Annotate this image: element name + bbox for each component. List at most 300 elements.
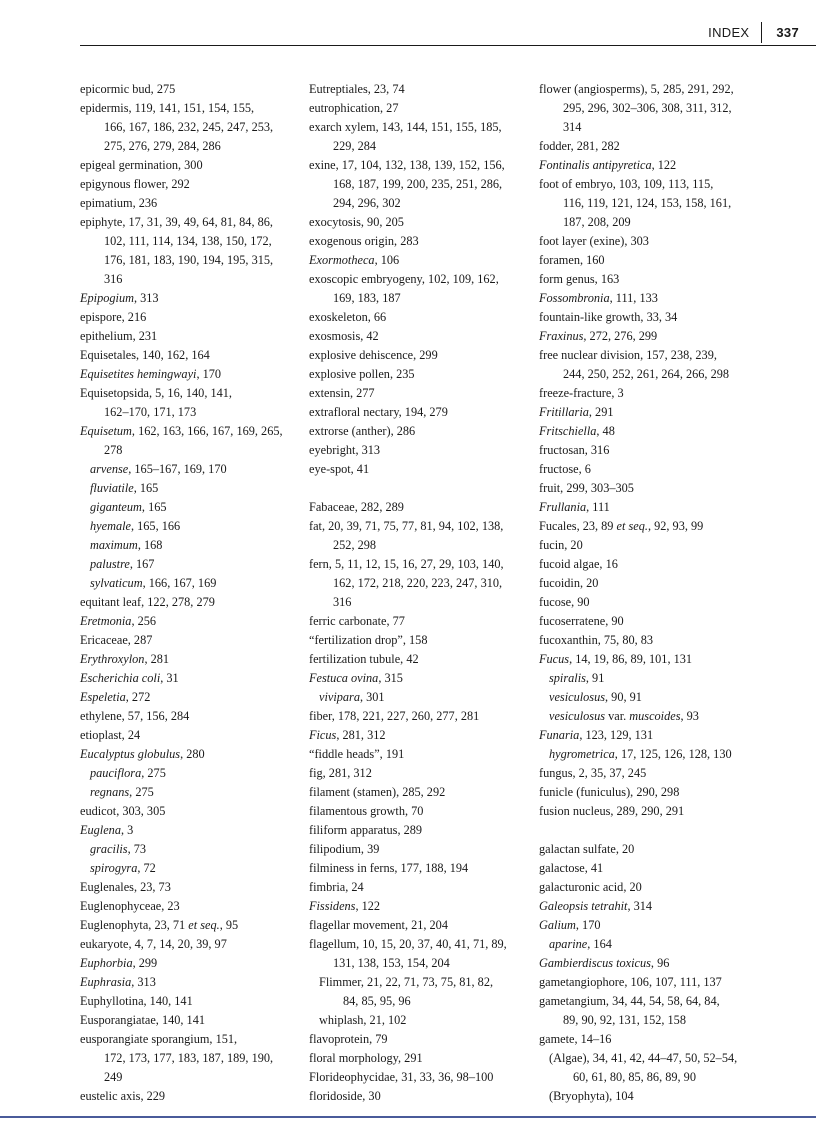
index-entry <box>539 422 761 441</box>
entry-text: epigynous flower, 292 <box>80 177 190 191</box>
index-entry <box>309 764 531 783</box>
entry-text: fruit, 299, 303–305 <box>539 481 634 495</box>
entry-text: foot layer (exine), 303 <box>539 234 649 248</box>
index-entry <box>309 99 531 118</box>
entry-text: , 164 <box>587 937 612 951</box>
entry-text: gametangiophore, 106, 107, 111, 137 <box>539 975 722 989</box>
letter-gap <box>309 479 531 498</box>
entry-text: Flimmer, 21, 22, 71, 73, 75, 81, 82, <box>319 975 494 989</box>
entry-text: , 281, 312 <box>336 728 386 742</box>
entry-text: foot of embryo, 103, 109, 113, 115, <box>539 177 714 191</box>
index-subentry <box>309 1011 531 1030</box>
entry-text: ferric carbonate, 77 <box>309 614 405 628</box>
entry-text: gamete, 14–16 <box>539 1032 612 1046</box>
entry-text: , 275 <box>141 766 166 780</box>
entry-text: Florideophycidae, 31, 33, 36, 98–100 <box>309 1070 494 1084</box>
index-entry <box>80 612 302 631</box>
entry-text: exoscopic embryogeny, 102, 109, 162, <box>309 272 499 286</box>
index-entry <box>309 156 531 213</box>
entry-text: epiphyte, 17, 31, 39, 49, 64, 81, 84, 86, <box>80 215 273 229</box>
entry-text: exogenous origin, 283 <box>309 234 419 248</box>
italic-term: Fissidens <box>309 899 356 913</box>
entry-text: 249 <box>104 1070 123 1084</box>
italic-term: Ficus <box>309 728 337 742</box>
index-entry <box>80 802 302 821</box>
index-entry <box>539 346 761 384</box>
entry-text: eukaryote, 4, 7, 14, 20, 39, 97 <box>80 937 227 951</box>
entry-text: flagellar movement, 21, 204 <box>309 918 448 932</box>
index-entry <box>539 460 761 479</box>
entry-text: , 167 <box>129 557 155 571</box>
entry-text: 116, 119, 121, 124, 153, 158, 161, <box>563 196 732 210</box>
index-entry <box>80 688 302 707</box>
index-entry <box>80 935 302 954</box>
index-entry <box>309 403 531 422</box>
entry-text: filiform apparatus, 289 <box>309 823 423 837</box>
entry-text: filament (stamen), 285, 292 <box>309 785 446 799</box>
italic-term: vivipara <box>319 690 360 704</box>
index-entry <box>309 802 531 821</box>
entry-text: “fertilization drop”, 158 <box>309 633 428 647</box>
entry-text: fountain-like growth, 33, 34 <box>539 310 678 324</box>
italic-term: et seq. <box>616 519 648 533</box>
entry-text: epidermis, 119, 141, 151, 154, 155, <box>80 101 255 115</box>
index-entry <box>539 916 761 935</box>
entry-text: Eusporangiatae, 140, 141 <box>80 1013 205 1027</box>
index-entry <box>539 327 761 346</box>
italic-term: Eretmonia <box>80 614 132 628</box>
index-column-2 <box>309 80 531 1106</box>
index-entry <box>539 270 761 289</box>
index-entry <box>80 745 302 764</box>
entry-text: eusporangiate sporangium, 151, <box>80 1032 238 1046</box>
index-entry <box>80 99 302 156</box>
entry-text: 316 <box>104 272 123 286</box>
index-entry <box>539 574 761 593</box>
index-entry <box>309 213 531 232</box>
entry-text: , 299 <box>132 956 158 970</box>
index-subentry <box>80 574 302 593</box>
entry-text: Fucales, 23, 89 <box>539 519 617 533</box>
index-entry <box>80 973 302 992</box>
entry-text: filminess in ferns, 177, 188, 194 <box>309 861 469 875</box>
italic-term: Fossombronia <box>539 291 610 305</box>
letter-gap <box>539 821 761 840</box>
index-entry <box>80 175 302 194</box>
entry-text: (Bryophyta), 104 <box>549 1089 634 1103</box>
running-header <box>708 22 799 43</box>
entry-text: , 301 <box>359 690 385 704</box>
italic-term: arvense <box>90 462 129 476</box>
entry-text: , 314 <box>627 899 653 913</box>
index-entry <box>309 707 531 726</box>
entry-text: “fiddle heads”, 191 <box>309 747 405 761</box>
entry-text: eustelic axis, 229 <box>80 1089 166 1103</box>
entry-text: 168, 187, 199, 200, 235, 251, 286, <box>333 177 503 191</box>
entry-text: epicormic bud, 275 <box>80 82 176 96</box>
index-entry <box>309 441 531 460</box>
entry-text: 169, 183, 187 <box>333 291 401 305</box>
section-title: INDEX <box>708 25 750 40</box>
index-entry <box>309 612 531 631</box>
entry-text: , 162, 163, 166, 167, 169, 265, <box>131 424 283 438</box>
index-entry <box>539 308 761 327</box>
entry-text: eutrophication, 27 <box>309 101 399 115</box>
entry-text: (Algae), 34, 41, 42, 44–47, 50, 52–54, <box>549 1051 738 1065</box>
entry-text: floridoside, 30 <box>309 1089 381 1103</box>
entry-text: fructosan, 316 <box>539 443 610 457</box>
entry-text: , 313 <box>131 975 156 989</box>
index-entry <box>80 365 302 384</box>
index-entry <box>80 726 302 745</box>
italic-term: muscoides <box>629 709 681 723</box>
entry-text: 172, 173, 177, 183, 187, 189, 190, <box>104 1051 274 1065</box>
italic-term: aparine <box>549 937 588 951</box>
entry-text: galacturonic acid, 20 <box>539 880 642 894</box>
entry-text: , 165 <box>141 500 167 514</box>
entry-text: fucose, 90 <box>539 595 590 609</box>
entry-text: Equisetopsida, 5, 16, 140, 141, <box>80 386 232 400</box>
index-entry <box>309 916 531 935</box>
index-entry <box>539 973 761 992</box>
index-entry <box>80 308 302 327</box>
italic-term: sylvaticum <box>90 576 143 590</box>
entry-text: 244, 250, 252, 261, 264, 266, 298 <box>563 367 730 381</box>
index-entry <box>80 821 302 840</box>
entry-text: , 93 <box>680 709 699 723</box>
italic-term: Funaria <box>539 728 580 742</box>
entry-text: exosmosis, 42 <box>309 329 379 343</box>
entry-text: fertilization tubule, 42 <box>309 652 419 666</box>
entry-text: , 48 <box>596 424 615 438</box>
entry-text: , 170 <box>575 918 601 932</box>
entry-text: exine, 17, 104, 132, 138, 139, 152, 156, <box>309 158 505 172</box>
index-entry <box>539 80 761 137</box>
entry-text: , 17, 125, 126, 128, 130 <box>614 747 732 761</box>
index-entry <box>309 1030 531 1049</box>
index-entry <box>539 783 761 802</box>
index-entry <box>80 707 302 726</box>
italic-term: Gambierdiscus toxicus <box>539 956 651 970</box>
entry-text: form genus, 163 <box>539 272 620 286</box>
bottom-rule <box>0 1116 816 1118</box>
index-entry <box>309 878 531 897</box>
entry-text: exocytosis, 90, 205 <box>309 215 404 229</box>
italic-term: Fritschiella <box>539 424 597 438</box>
entry-text: 252, 298 <box>333 538 377 552</box>
entry-text: 229, 284 <box>333 139 377 153</box>
entry-text: , 106 <box>374 253 400 267</box>
index-entry <box>309 232 531 251</box>
index-entry <box>309 650 531 669</box>
index-entry <box>539 384 761 403</box>
index-entry <box>309 251 531 270</box>
entry-text: explosive dehiscence, 299 <box>309 348 438 362</box>
italic-term: Escherichia coli <box>80 671 161 685</box>
index-subentry <box>80 840 302 859</box>
entry-text: fiber, 178, 221, 227, 260, 277, 281 <box>309 709 480 723</box>
entry-text: flower (angiosperms), 5, 285, 291, 292, <box>539 82 734 96</box>
entry-text: equitant leaf, 122, 278, 279 <box>80 595 215 609</box>
index-entry <box>309 726 531 745</box>
italic-term: Fraxinus <box>539 329 584 343</box>
entry-text: fimbria, 24 <box>309 880 364 894</box>
italic-term: Erythroxylon <box>80 652 145 666</box>
entry-text: , 73 <box>127 842 147 856</box>
index-entry <box>80 156 302 175</box>
italic-term: maximum <box>90 538 138 552</box>
entry-text: fungus, 2, 35, 37, 245 <box>539 766 647 780</box>
entry-text: fig, 281, 312 <box>309 766 372 780</box>
italic-term: Festuca ovina <box>309 671 379 685</box>
italic-term: spiralis <box>549 671 586 685</box>
entry-text: ethylene, 57, 156, 284 <box>80 709 190 723</box>
index-entry <box>309 631 531 650</box>
index-entry <box>309 270 531 308</box>
entry-text: 187, 208, 209 <box>563 215 631 229</box>
index-entry <box>309 365 531 384</box>
entry-text: fucoidin, 20 <box>539 576 599 590</box>
entry-text: , 275 <box>129 785 154 799</box>
index-entry <box>539 859 761 878</box>
italic-term: Euphorbia <box>80 956 133 970</box>
index-entry <box>539 517 761 536</box>
index-subentry <box>80 764 302 783</box>
index-entry <box>539 897 761 916</box>
index-entry <box>309 821 531 840</box>
index-entry <box>539 555 761 574</box>
index-column-1 <box>80 80 302 1106</box>
entry-text: , 168 <box>137 538 163 552</box>
index-entry <box>80 80 302 99</box>
entry-text: , 165, 166 <box>130 519 181 533</box>
italic-term: vesiculosus <box>549 690 606 704</box>
index-entry <box>539 156 761 175</box>
entry-text: , 165–167, 169, 170 <box>128 462 227 476</box>
entry-text: eyebright, 313 <box>309 443 381 457</box>
entry-text: fat, 20, 39, 71, 75, 77, 81, 94, 102, 138, <box>309 519 504 533</box>
index-entry <box>309 859 531 878</box>
entry-text: floral morphology, 291 <box>309 1051 423 1065</box>
index-entry <box>539 403 761 422</box>
index-entry <box>80 669 302 688</box>
index-subentry <box>80 517 302 536</box>
entry-text: , 91 <box>585 671 605 685</box>
index-subentry <box>80 460 302 479</box>
index-entry <box>309 460 531 479</box>
entry-text: , 72 <box>137 861 156 875</box>
index-entry <box>539 650 761 669</box>
entry-text: funicle (funiculus), 290, 298 <box>539 785 680 799</box>
entry-text: 176, 181, 183, 190, 194, 195, 315, <box>104 253 274 267</box>
entry-text: , 280 <box>180 747 205 761</box>
index-subentry <box>539 669 761 688</box>
italic-term: hygrometrica <box>549 747 615 761</box>
entry-text: fructose, 6 <box>539 462 591 476</box>
entry-text: 60, 61, 80, 85, 86, 89, 90 <box>573 1070 696 1084</box>
entry-text: , 3 <box>120 823 134 837</box>
index-entry <box>539 612 761 631</box>
index-entry <box>309 840 531 859</box>
italic-term: Galeopsis tetrahit <box>539 899 628 913</box>
index-entry <box>309 422 531 441</box>
italic-term: palustre <box>90 557 130 571</box>
entry-text: fucin, 20 <box>539 538 583 552</box>
entry-text: epimatium, 236 <box>80 196 158 210</box>
italic-term: vesiculosus <box>549 709 606 723</box>
index-entry <box>80 954 302 973</box>
entry-text: fodder, 281, 282 <box>539 139 620 153</box>
italic-term: giganteum <box>90 500 142 514</box>
entry-text: eye-spot, 41 <box>309 462 370 476</box>
index-entry <box>539 593 761 612</box>
index-entry <box>80 1030 302 1087</box>
index-entry <box>539 289 761 308</box>
entry-text: epigeal germination, 300 <box>80 158 203 172</box>
entry-text: galactan sulfate, 20 <box>539 842 635 856</box>
entry-text: exoskeleton, 66 <box>309 310 387 324</box>
entry-text: whiplash, 21, 102 <box>319 1013 407 1027</box>
index-entry <box>80 194 302 213</box>
entry-text: , 166, 167, 169 <box>142 576 217 590</box>
entry-text: Euglenophyta, 23, 71 <box>80 918 189 932</box>
index-subentry <box>80 783 302 802</box>
entry-text: filipodium, 39 <box>309 842 380 856</box>
italic-term: Fontinalis antipyretica <box>539 158 652 172</box>
entry-text: Ericaceae, 287 <box>80 633 153 647</box>
index-entry <box>80 593 302 612</box>
italic-term: Equisetum <box>80 424 132 438</box>
index-entry <box>309 327 531 346</box>
entry-text: , 96 <box>650 956 670 970</box>
index-entry <box>80 878 302 897</box>
entry-text: Euphyllotina, 140, 141 <box>80 994 193 1008</box>
index-subentry <box>80 536 302 555</box>
italic-term: pauciflora <box>90 766 142 780</box>
index-subentry <box>80 859 302 878</box>
index-entry <box>80 289 302 308</box>
italic-term: Euglena <box>80 823 121 837</box>
italic-term: Euphrasia <box>80 975 132 989</box>
index-subentry <box>539 745 761 764</box>
entry-text: flavoprotein, 79 <box>309 1032 388 1046</box>
index-entry <box>80 346 302 365</box>
italic-term: fluviatile <box>90 481 134 495</box>
index-entry <box>309 118 531 156</box>
index-subentry <box>539 688 761 707</box>
entry-text: Euglenales, 23, 73 <box>80 880 171 894</box>
entry-text: , 111 <box>586 500 610 514</box>
entry-text: extrorse (anther), 286 <box>309 424 416 438</box>
entry-text: Fabaceae, 282, 289 <box>309 500 404 514</box>
entry-text: var. <box>605 709 630 723</box>
index-entry <box>309 783 531 802</box>
entry-text: , 272, 276, 299 <box>583 329 658 343</box>
index-entry <box>309 897 531 916</box>
index-entry <box>309 1068 531 1087</box>
entry-text: exarch xylem, 143, 144, 151, 155, 185, <box>309 120 502 134</box>
entry-text: 89, 90, 92, 131, 152, 158 <box>563 1013 686 1027</box>
entry-text: , 272 <box>125 690 151 704</box>
entry-text: , 165 <box>133 481 159 495</box>
entry-text: explosive pollen, 235 <box>309 367 415 381</box>
entry-text: fusion nucleus, 289, 290, 291 <box>539 804 685 818</box>
index-subentry <box>80 555 302 574</box>
entry-text: , 90, 91 <box>605 690 642 704</box>
index-subentry <box>539 935 761 954</box>
entry-text: foramen, 160 <box>539 253 605 267</box>
index-entry <box>309 80 531 99</box>
index-entry <box>80 916 302 935</box>
entry-text: filamentous growth, 70 <box>309 804 424 818</box>
header-rule <box>80 45 816 46</box>
index-entry <box>80 213 302 289</box>
index-subentry <box>309 688 531 707</box>
index-entry <box>309 1087 531 1106</box>
index-entry <box>539 631 761 650</box>
entry-text: 131, 138, 153, 154, 204 <box>333 956 450 970</box>
page-number: 337 <box>776 25 799 40</box>
italic-term: spirogyra <box>90 861 138 875</box>
index-entry <box>539 498 761 517</box>
index-subentry <box>539 707 761 726</box>
index-entry <box>309 346 531 365</box>
index-entry <box>309 498 531 517</box>
entry-text: , 122 <box>355 899 381 913</box>
entry-text: 314 <box>563 120 582 134</box>
index-subentry <box>80 498 302 517</box>
entry-text: 84, 85, 95, 96 <box>343 994 411 1008</box>
index-entry <box>539 992 761 1030</box>
index-entry <box>539 764 761 783</box>
index-entry <box>80 1087 302 1106</box>
index-entry <box>539 536 761 555</box>
entry-text: Euglenophyceae, 23 <box>80 899 180 913</box>
index-entry <box>539 1030 761 1049</box>
italic-term: hyemale <box>90 519 131 533</box>
index-entry <box>539 175 761 232</box>
italic-term: Espeletia <box>80 690 126 704</box>
entry-text: 162–170, 171, 173 <box>104 405 197 419</box>
index-entry <box>309 308 531 327</box>
entry-text: Equisetales, 140, 162, 164 <box>80 348 210 362</box>
index-entry <box>539 479 761 498</box>
index-entry <box>539 441 761 460</box>
entry-text: 166, 167, 186, 232, 245, 247, 253, <box>104 120 274 134</box>
entry-text: fucoserratene, 90 <box>539 614 624 628</box>
entry-text: , 31 <box>160 671 179 685</box>
index-entry <box>80 422 302 460</box>
entry-text: , 256 <box>131 614 157 628</box>
index-entry <box>539 726 761 745</box>
index-entry <box>309 669 531 688</box>
entry-text: etioplast, 24 <box>80 728 141 742</box>
entry-text: fucoid algae, 16 <box>539 557 618 571</box>
index-entry <box>309 384 531 403</box>
index-subentry <box>80 479 302 498</box>
index-entry <box>80 384 302 422</box>
entry-text: epispore, 216 <box>80 310 147 324</box>
entry-text: galactose, 41 <box>539 861 604 875</box>
italic-term: Galium <box>539 918 576 932</box>
entry-text: 278 <box>104 443 123 457</box>
entry-text: 162, 172, 218, 220, 223, 247, 310, <box>333 576 503 590</box>
index-entry <box>539 878 761 897</box>
index-entry <box>309 517 531 555</box>
italic-term: et seq. <box>188 918 220 932</box>
entry-text: fern, 5, 11, 12, 15, 16, 27, 29, 103, 140, <box>309 557 504 571</box>
header-divider <box>761 22 762 43</box>
